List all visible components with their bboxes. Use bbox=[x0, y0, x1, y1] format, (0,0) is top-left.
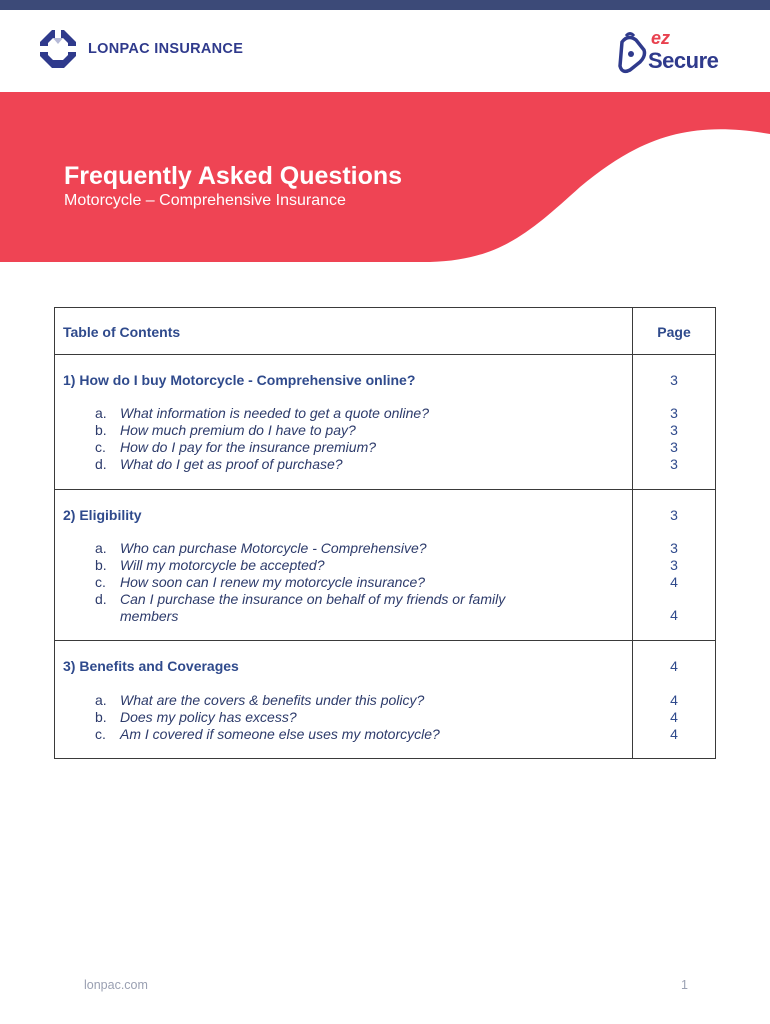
toc-heading: Table of Contents bbox=[63, 324, 181, 340]
section-page: 3 bbox=[670, 372, 678, 388]
footer-site: lonpac.com bbox=[84, 978, 148, 992]
toc-item: b. Does my policy has excess? bbox=[95, 709, 297, 725]
toc-item: c. Am I covered if someone else uses my motorcycle? bbox=[95, 726, 440, 742]
item-page: 4 bbox=[670, 574, 678, 590]
toc-item: a. What information is needed to get a quote online? bbox=[95, 405, 429, 421]
row-divider bbox=[55, 489, 715, 490]
toc-item: c. How do I pay for the insurance premium? bbox=[95, 439, 377, 455]
lonpac-logo-icon bbox=[38, 28, 78, 70]
item-page: 3 bbox=[670, 540, 678, 556]
item-page: 3 bbox=[670, 422, 678, 438]
section-title: 3) Benefits and Coverages bbox=[63, 658, 239, 674]
page-heading: Page bbox=[657, 324, 691, 340]
item-page: 4 bbox=[670, 726, 678, 742]
toc-item: d. What do I get as proof of purchase? bbox=[95, 456, 343, 472]
page-title: Frequently Asked Questions bbox=[64, 162, 403, 190]
company-name: LONPAC INSURANCE bbox=[88, 41, 244, 57]
shield-lock-icon bbox=[616, 32, 652, 78]
item-page: 3 bbox=[670, 557, 678, 573]
section-page: 3 bbox=[670, 507, 678, 523]
item-page: 3 bbox=[670, 405, 678, 421]
toc-item: b. Will my motorcycle be accepted? bbox=[95, 557, 325, 573]
row-divider bbox=[55, 640, 715, 641]
section-title: 1) How do I buy Motorcycle - Comprehensive online? bbox=[63, 372, 416, 388]
lonpac-logo bbox=[38, 28, 243, 70]
toc-item: c. How soon can I renew my motorcycle insurance? bbox=[95, 574, 426, 590]
item-page: 4 bbox=[670, 607, 678, 623]
row-divider bbox=[55, 354, 715, 355]
item-page: 3 bbox=[670, 439, 678, 455]
table-of-contents bbox=[54, 307, 716, 759]
toc-item: b. How much premium do I have to pay? bbox=[95, 422, 356, 438]
section-page: 4 bbox=[670, 658, 678, 674]
ezsecure-logo bbox=[616, 30, 726, 78]
toc-item: a. Who can purchase Motorcycle - Comprehensive? bbox=[95, 540, 427, 556]
item-page: 3 bbox=[670, 456, 678, 472]
product-name: Secure bbox=[648, 48, 719, 73]
toc-item: d. Can I purchase the insurance on behalf of my friends or family members bbox=[95, 591, 506, 624]
toc-item: a. What are the covers & benefits under this policy? bbox=[95, 692, 425, 708]
page-subtitle: Motorcycle – Comprehensive Insurance bbox=[64, 192, 346, 209]
top-bar bbox=[0, 0, 770, 10]
section-title: 2) Eligibility bbox=[63, 507, 142, 523]
footer-page-number: 1 bbox=[681, 978, 688, 992]
product-prefix: ez bbox=[651, 28, 671, 48]
item-page: 4 bbox=[670, 709, 678, 725]
item-page: 4 bbox=[670, 692, 678, 708]
